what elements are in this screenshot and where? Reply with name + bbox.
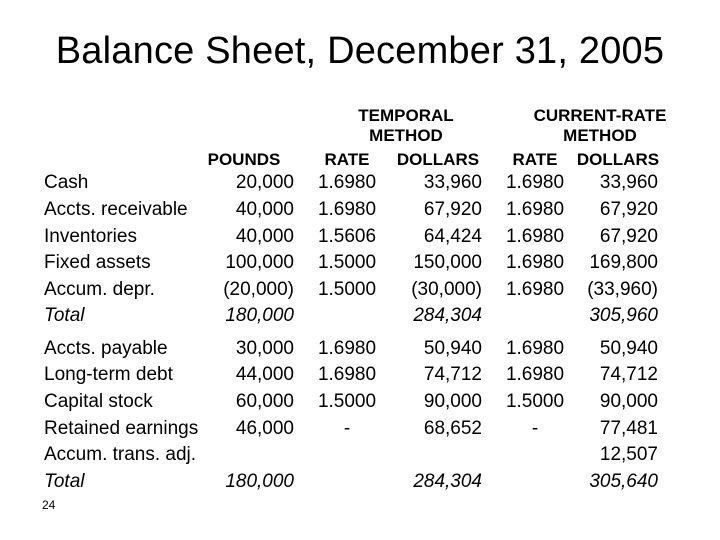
- cell-label: Inventories: [44, 226, 137, 247]
- cell-t-rate: 1.6980: [317, 172, 377, 193]
- cell-t-rate: 1.6980: [317, 338, 377, 359]
- cell-label: Accum. trans. adj.: [44, 444, 197, 465]
- cell-label: Accts. payable: [44, 338, 168, 359]
- cell-t-dollars: 284,304: [413, 305, 482, 326]
- cell-pounds: 30,000: [235, 338, 294, 359]
- cell-label: Fixed assets: [44, 252, 151, 273]
- header-temporal-dollars: DOLLARS: [396, 150, 480, 169]
- cell-t-dollars: 68,652: [423, 418, 482, 439]
- cell-label: Cash: [44, 172, 89, 193]
- cell-t-rate: 1.5000: [317, 279, 377, 300]
- cell-t-rate: 1.6980: [317, 199, 377, 220]
- cell-c-dollars: 77,481: [599, 418, 658, 439]
- cell-pounds: 46,000: [235, 418, 294, 439]
- cell-c-rate: 1.6980: [505, 199, 565, 220]
- cell-c-dollars: 169,800: [589, 252, 658, 273]
- cell-t-rate: 1.5000: [317, 391, 377, 412]
- header-temporal: TEMPORAL: [358, 106, 454, 125]
- cell-label: Long-term debt: [44, 364, 173, 385]
- cell-c-dollars: 74,712: [599, 364, 658, 385]
- cell-c-dollars: 33,960: [599, 172, 658, 193]
- cell-c-dollars: 90,000: [599, 391, 658, 412]
- cell-t-dollars: 67,920: [423, 199, 482, 220]
- cell-pounds: 40,000: [235, 199, 294, 220]
- cell-t-rate: -: [343, 418, 351, 439]
- cell-c-dollars: 305,640: [589, 471, 658, 492]
- header-current-rate: CURRENT-RATE: [533, 106, 667, 125]
- header-pounds: POUNDS: [207, 150, 281, 169]
- cell-t-dollars: (30,000): [411, 279, 482, 300]
- slide-number: 24: [42, 498, 56, 512]
- cell-pounds: 100,000: [225, 252, 294, 273]
- cell-t-dollars: 33,960: [423, 172, 482, 193]
- cell-pounds: 20,000: [235, 172, 294, 193]
- cell-c-rate: -: [531, 418, 539, 439]
- cell-pounds: 60,000: [235, 391, 294, 412]
- header-temporal-rate: RATE: [324, 150, 370, 169]
- cell-label: Total: [44, 471, 85, 492]
- cell-c-rate: 1.6980: [505, 364, 565, 385]
- cell-pounds: 180,000: [225, 305, 294, 326]
- cell-t-dollars: 284,304: [413, 471, 482, 492]
- cell-t-rate: 1.5000: [317, 252, 377, 273]
- cell-label: Accts. receivable: [44, 199, 188, 220]
- cell-c-rate: 1.6980: [505, 226, 565, 247]
- cell-pounds: 40,000: [235, 226, 294, 247]
- cell-t-rate: 1.5606: [317, 226, 377, 247]
- header-current-rate-method: METHOD: [563, 126, 637, 145]
- header-temporal-method: METHOD: [369, 126, 443, 145]
- cell-c-rate: 1.6980: [505, 252, 565, 273]
- cell-t-dollars: 74,712: [423, 364, 482, 385]
- cell-c-rate: 1.6980: [505, 172, 565, 193]
- cell-c-rate: 1.5000: [505, 391, 565, 412]
- cell-c-dollars: 305,960: [589, 305, 658, 326]
- cell-c-rate: 1.6980: [505, 279, 565, 300]
- cell-pounds: 180,000: [225, 471, 294, 492]
- cell-c-dollars: 12,507: [599, 444, 658, 465]
- cell-pounds: (20,000): [223, 279, 294, 300]
- cell-t-dollars: 64,424: [423, 226, 482, 247]
- cell-label: Accum. depr.: [44, 279, 155, 300]
- cell-c-rate: 1.6980: [505, 338, 565, 359]
- header-current-rate-rate: RATE: [512, 150, 558, 169]
- header-current-rate-dollars: DOLLARS: [576, 150, 660, 169]
- cell-t-dollars: 50,940: [423, 338, 482, 359]
- cell-t-dollars: 150,000: [413, 252, 482, 273]
- cell-c-dollars: (33,960): [587, 279, 658, 300]
- cell-label: Capital stock: [44, 391, 153, 412]
- cell-label: Total: [44, 305, 85, 326]
- cell-t-rate: 1.6980: [317, 364, 377, 385]
- cell-c-dollars: 67,920: [599, 199, 658, 220]
- slide-title: Balance Sheet, December 31, 2005: [55, 30, 665, 72]
- cell-label: Retained earnings: [44, 418, 199, 439]
- cell-pounds: 44,000: [235, 364, 294, 385]
- cell-c-dollars: 50,940: [599, 338, 658, 359]
- cell-c-dollars: 67,920: [599, 226, 658, 247]
- cell-t-dollars: 90,000: [423, 391, 482, 412]
